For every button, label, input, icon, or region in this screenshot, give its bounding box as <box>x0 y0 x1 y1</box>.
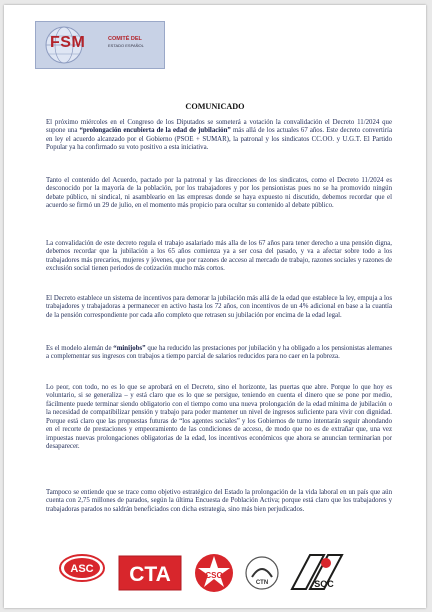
paragraph-5 <box>46 345 392 362</box>
asc-logo <box>59 553 105 588</box>
paragraph-3-text: La convalidación de este decreto regula el trabajo asalariado más alla de los 67 años para tener derecho a una pensión digna, debemos recordar que la jubilación a los 65 años comienza ya a ser cosa del pasado, y va a afectar sobre todo a los trabajadores más precarios, mujeres y jóvenes, que por razones de acceso al mercado de trabajo, razones sociales y razones de exclusión social tienen periodos de cotización mucho más cortos. <box>46 240 392 273</box>
cta-logo-text: CTA <box>129 563 171 586</box>
paragraph-7 <box>46 489 392 514</box>
document-page <box>4 5 426 608</box>
committee-label: COMITÉ DEL <box>108 36 142 42</box>
paragraph-1 <box>46 119 392 153</box>
paragraph-4-text: El Decreto establece un sistema de incentivos para demorar la jubilación más allá de la edad que establece la ley, empuja a los trabajadores y trabajadoras a permanecer en activo hasta los 72 años, con incentivos de un 4% adicional en base a la cuantía de la pensión correspondiente por cada año completo que retrasen su jubilación por encima de la edad legal. <box>46 295 392 319</box>
paragraph-6-text: Lo peor, con todo, no es lo que se aprobará en el Decreto, sino el horizonte, las puertas que abre. Porque lo que hoy es voluntario, si se generaliza – y está claro que es lo que se persigue, teniendo en cuenta el dinero que se pone por medio, fácilmente puede terminar siendo obligatorio con el tiempo como una nueva prolongación de la edad mínima de jubilación o la necesidad de compatibilizar pensión y trabajo para poder mantener un nivel de ingresos suficiente para vivir con dignidad. Porque está claro que las propuestas futuras de “los agentes sociales” y los Gobiernos de turno intentarán seguir ahondando en el recorte de prestaciones y empeoramiento de las condiciones de acceso, de modo que no es de extrañar que, una vez impuestas nuevas prolongaciones obligatorias de la edad, los incentivos económicos que ahora se anuncian terminarían por desaparecer. <box>46 384 392 451</box>
paragraph-3 <box>46 240 392 274</box>
asc-logo-text: ASC <box>70 563 94 575</box>
cso-logo <box>194 551 234 600</box>
paragraph-1-text-b: más allá de los actuales 67 años. Este decreto convertiría en ley el acuerdo alcanzado por el Gobierno (PSOE + SUMAR), la patronal y los sindicatos CC.OO. y U.G.T. El Partido Popular ya ha confirmado su voto positivo a esta iniciativa. <box>46 127 393 152</box>
document-title: COMUNICADO <box>185 102 245 111</box>
paragraph-1-text-a: El próximo miércoles en el Congreso de los Diputados se someterá a votación la convalidación el Decreto 11/2024 que supone una <box>46 119 392 135</box>
committee-sublabel: ESTADO ESPAÑOL <box>108 43 144 48</box>
paragraph-1-bold: “prolongación encubierta de la edad de jubilación” <box>79 127 231 135</box>
paragraph-2 <box>46 177 392 211</box>
fsm-logo <box>35 21 165 69</box>
soc-logo-text: SOC <box>314 579 334 589</box>
ctn-logo-text: CTN <box>255 580 269 586</box>
paragraph-7-text: Tampoco se entiende que se trace como objetivo estratégico del Estado la prolongación de la vida laboral en un país que aún cuenta con 2,75 millones de parados, según la última Encuesta de Población Activa; porque está claro que los trabajadores y trabajadoras parados no saldrán beneficiados con dicha estrategia, sino más bien perjudicados. <box>46 489 392 513</box>
paragraph-2-text: Tanto el contenido del Acuerdo, pactado por la patronal y las direcciones de los sindicatos, como el Decreto 11/2024 es desconocido por la mayoría de la población, por los trabajadores y por los pensionistas pues no se ha promovido ningún debate público, ni sindical, ni asambleario en las empresas donde se haya expuesto ni discutido, debemos recordar que el acuerdo se firmó un 29 de julio, en el momento más propicio para ocultar su contenido al debate público. <box>46 177 392 210</box>
cta-logo <box>118 555 182 596</box>
paragraph-5-bold: “minijobs” <box>113 345 146 352</box>
soc-logo <box>288 551 346 598</box>
paragraph-5-text-b: que ha reducido las prestaciones por jubilación y ha obligado a los pensionistas alemanes a complementar sus ingresos con trabajos a tiempo parcial de salarios reducidos para no caer en la pobreza. <box>46 345 392 361</box>
paragraph-6 <box>46 384 392 452</box>
cso-logo-text: CSO <box>205 571 223 580</box>
paragraph-4 <box>46 295 392 320</box>
fsm-logo-text: FSM <box>50 34 86 51</box>
ctn-logo <box>244 555 280 596</box>
paragraph-5-text-a: Es el modelo alemán de <box>46 345 114 352</box>
